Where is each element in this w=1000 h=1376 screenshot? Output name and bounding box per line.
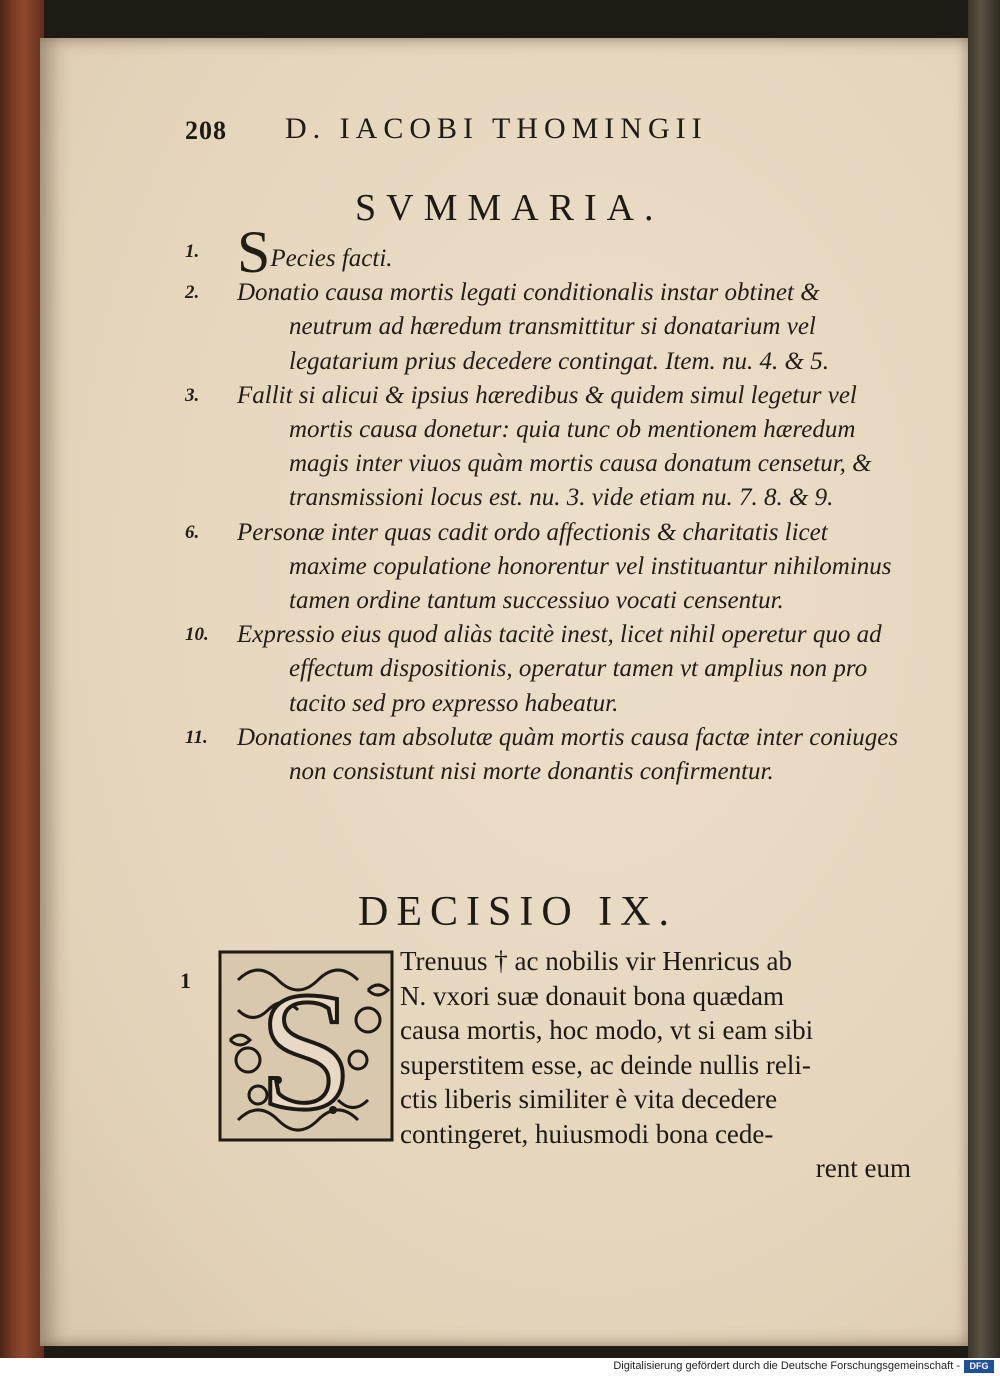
- summary-item: [185, 276, 905, 379]
- summaria-heading: SVMMARIA.: [355, 187, 664, 229]
- summary-item-text: Donationes tam absolutæ quàm mortis causa factæ inter coniuges non consistunt nisi morte donantis confirmentur.: [237, 723, 899, 786]
- summary-item-text: Expressio eius quod aliàs tacitè inest, licet nihil operetur quo ad effectum dispositionis, operatur tamen vt amplius non pro tacito sed pro expresso habeatur.: [237, 621, 882, 717]
- summary-item: [185, 516, 905, 619]
- body-line: ctis liberis similiter è vita decedere: [400, 1084, 778, 1114]
- summary-item-number: 3.: [185, 384, 200, 406]
- margin-number: 1: [180, 968, 191, 993]
- summary-item-number: 6.: [185, 521, 200, 543]
- initial-letter: S: [258, 957, 354, 1142]
- page-header: [185, 112, 825, 158]
- dfg-logo: DFG: [964, 1360, 994, 1373]
- ornament-initial-icon: [218, 950, 394, 1142]
- page-number: 208: [185, 116, 227, 145]
- body-line: causa mortis, hoc modo, vt si eam sibi: [400, 1015, 814, 1045]
- digitization-footer: [0, 1358, 1000, 1376]
- summary-item: [185, 721, 905, 789]
- body-line: Trenuus † ac nobilis vir Henricus ab: [400, 946, 792, 976]
- summary-item: [185, 618, 905, 721]
- book-spine-left: [0, 0, 44, 1358]
- running-title: D. IACOBI THOMINGII: [285, 112, 708, 145]
- summary-initial: S: [237, 219, 271, 285]
- summary-item: [185, 219, 905, 285]
- summary-item-text: Donatio causa mortis legati conditionalis instar obtinet & neutrum ad hæredum transmittitur si donatarium vel legatarium prius decedere contingat. Item. nu. 4. & 5.: [237, 279, 829, 375]
- summaria-list: [185, 219, 905, 789]
- decisio-body: [400, 944, 915, 1186]
- decisio-heading: DECISIO IX.: [358, 889, 677, 935]
- summary-item: [185, 379, 905, 516]
- summary-item-number: 2.: [185, 282, 200, 304]
- summary-item-number: 1.: [185, 241, 200, 262]
- summary-item-number: 11.: [185, 726, 208, 748]
- summary-item-text: Fallit si alicui & ipsius hæredibus & quidem simul legetur vel mortis causa donetur: quia tunc ob mentionem hæredum magis inter viuos quàm mortis causa donatum censetur, & transmissioni locus est. nu. 3. vide etiam nu. 7. 8. & 9.: [237, 381, 872, 512]
- catchword-line: rent eum: [815, 1153, 911, 1183]
- body-line: N. vxori suæ donauit bona quædam: [400, 980, 784, 1011]
- body-line: contingeret, huiusmodi bona cede-: [400, 1118, 774, 1149]
- summary-item-text: Pecies facti.: [270, 245, 393, 272]
- footer-credit: Digitalisierung gefördert durch die Deutsche Forschungsgemeinschaft -: [613, 1360, 960, 1372]
- summary-item-number: 10.: [185, 624, 209, 646]
- summary-item-text: Personæ inter quas cadit ordo affectionis & charitatis licet maxime copulatione honorentur vel instituantur nihilominus tamen ordine tantum successiuo vocati censentur.: [237, 518, 892, 615]
- body-line: superstitem esse, ac deinde nullis reli-: [400, 1049, 811, 1080]
- decorated-initial: [218, 950, 394, 1142]
- page-edge-right: [968, 0, 1000, 1358]
